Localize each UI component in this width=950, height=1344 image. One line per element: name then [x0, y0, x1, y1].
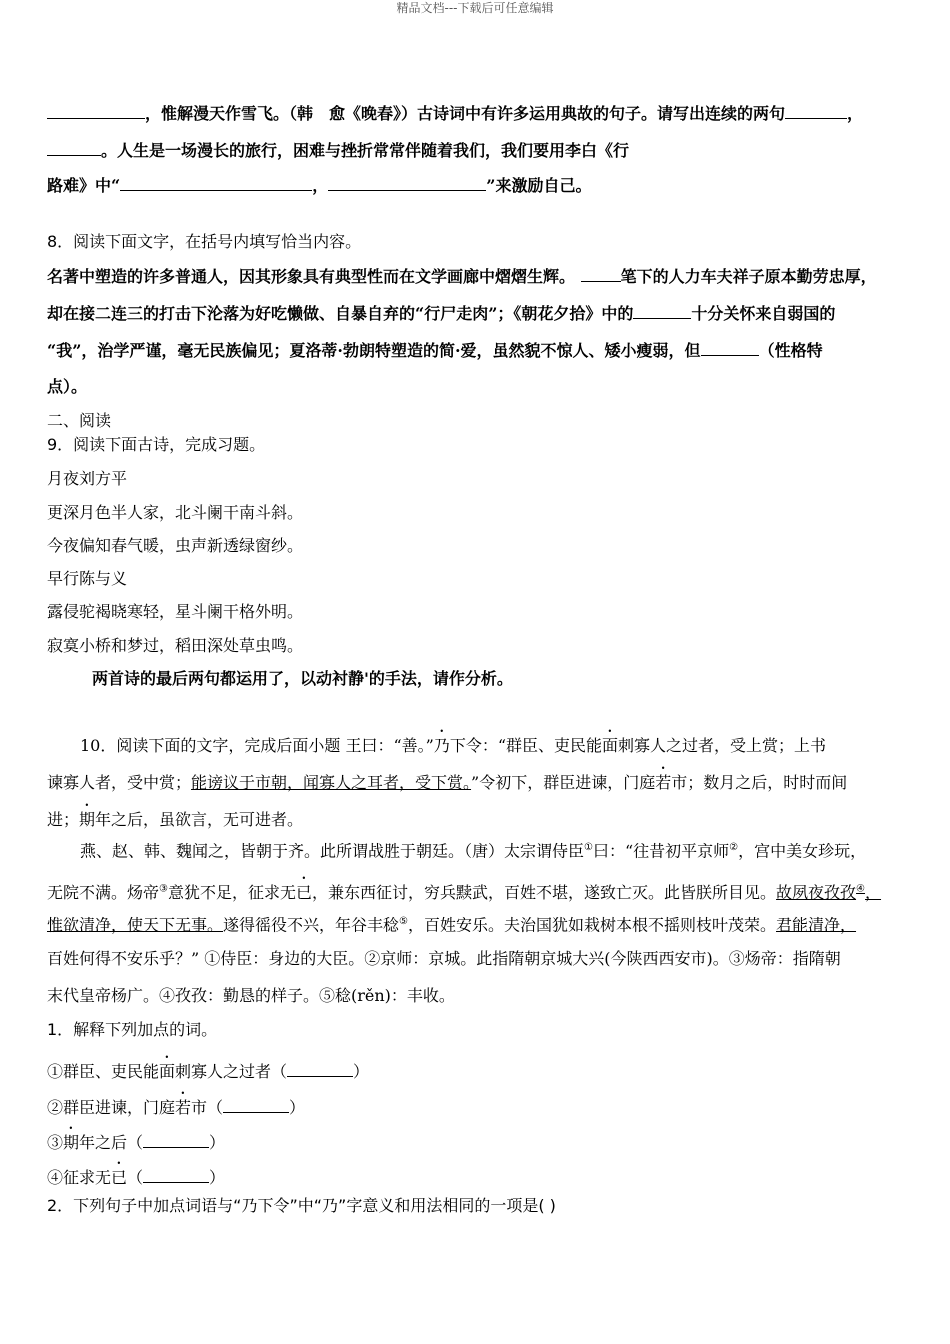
- sub1-item-4: ④征求无已（ ）: [47, 1168, 226, 1187]
- answer-blank[interactable]: [47, 102, 145, 119]
- poem2-line-2: 寂寞小桥和梦过，稻田深处草虫鸣。: [47, 636, 304, 655]
- q10-line-3: 进；期年之后，虽欲言，无可进者。: [47, 810, 304, 829]
- q7-line-2: 。人生是一场漫长的旅行，困难与挫折常常伴随着我们，我们要用李白《行: [47, 139, 629, 162]
- q9-title: 9．阅读下面古诗，完成习题。: [47, 435, 266, 454]
- q8-title: 8．阅读下面文字，在括号内填写恰当内容。: [47, 232, 362, 251]
- q10-line-8: 末代皇帝杨广。④孜孜：勤恳的样子。⑤稔(rěn)：丰收。: [47, 986, 455, 1005]
- q7-line-1: ，惟解漫天作雪飞。（韩 愈《晚春》）古诗词中有许多运用典故的句子。请写出连续的两句 ，: [47, 102, 863, 125]
- q10-line-6: 惟欲清净，使天下无事。遂得徭役不兴，年谷丰稔⑤，百姓安乐。夫治国犹如栽树本根不摇则枝叶茂荣。君能清净，: [47, 915, 857, 935]
- q10-line-5: 无院不满。炀帝③意犹不足，征求无已，兼东西征讨，穷兵黩武，百姓不堪，遂致亡灭。此皆朕所目见。故夙夜孜孜④，: [47, 883, 882, 902]
- answer-blank[interactable]: [701, 339, 759, 356]
- answer-blank[interactable]: [581, 265, 621, 282]
- q10-line-2: 谏寡人者，受中赏；能谤议于市朝，闻寡人之耳者，受下赏。”令初下，群臣进谏，门庭若市；数月之后，时时而间: [47, 773, 848, 792]
- answer-blank[interactable]: [47, 139, 101, 156]
- answer-blank[interactable]: [143, 1166, 209, 1183]
- q9-task: 两首诗的最后两句都运用了，以动衬静'的手法，请作分析。: [92, 669, 513, 688]
- poem1-line-2: 今夜偏知春气暖，虫声新透绿窗纱。: [47, 536, 304, 555]
- q10-line-1: 10．阅读下面的文字，完成后面小题 王曰：“善。”乃下令：“群臣、吏民能面刺寡人之过者，受上赏；上书: [80, 736, 827, 755]
- answer-blank[interactable]: [223, 1096, 289, 1113]
- answer-blank[interactable]: [785, 102, 847, 119]
- q8-line-4: 点）。: [47, 377, 88, 396]
- answer-blank[interactable]: [633, 302, 691, 319]
- sub1-item-1: ①群臣、吏民能面刺寡人之过者（ ）: [47, 1062, 370, 1081]
- answer-blank[interactable]: [328, 174, 486, 191]
- q8-line-3: “我”，治学严谨，毫无民族偏见；夏洛蒂·勃朗特塑造的简·爱，虽然貌不惊人、矮小瘦弱，但 （性格特: [47, 341, 823, 360]
- q8-line-2: 却在接二连三的打击下沦落为好吃懒做、自暴自弃的“行尸走肉”；《朝花夕拾》中的 十分关怀来自弱国的: [47, 304, 836, 323]
- q10-line-4: 燕、赵、韩、魏闻之，皆朝于齐。此所谓战胜于朝廷。（唐）太宗谓侍臣①曰：“往昔初平京师②，宫中美女珍玩，: [80, 841, 867, 861]
- answer-blank[interactable]: [287, 1060, 353, 1077]
- section-heading: 二、阅读: [47, 411, 112, 430]
- answer-blank[interactable]: [120, 174, 312, 191]
- sub-question-2: 2．下列句子中加点词语与“乃下令”中“乃”字意义和用法相同的一项是( ): [47, 1196, 556, 1215]
- poem1-title: 月夜刘方平: [47, 469, 128, 488]
- poem2-title: 早行陈与义: [47, 569, 128, 588]
- q8-line-1: 名著中塑造的许多普通人，因其形象具有典型性而在文学画廊中熠熠生辉。 笔下的人力车夫祥子原本勤劳忠厚，: [47, 267, 877, 286]
- answer-blank[interactable]: [143, 1131, 209, 1148]
- sub1-item-3: ③期年之后（ ）: [47, 1133, 226, 1152]
- poem1-line-1: 更深月色半人家，北斗阑干南斗斜。: [47, 503, 304, 522]
- page-header: 精品文档---下载后可任意编辑: [396, 1, 554, 15]
- q7-line-3: 路难》中“ ， ”来激励自己。: [47, 176, 592, 195]
- sub-question-1: 1．解释下列加点的词。: [47, 1020, 218, 1039]
- sub1-item-2: ②群臣进谏，门庭若市（ ）: [47, 1098, 306, 1117]
- q10-line-7: 百姓何得不安乐乎？” ①侍臣：身边的大臣。②京师：京城。此指隋朝京城大兴(今陕西西安市)。③炀帝：指隋朝: [47, 949, 841, 968]
- poem2-line-1: 露侵驼褐晓寒轻，星斗阑干格外明。: [47, 602, 304, 621]
